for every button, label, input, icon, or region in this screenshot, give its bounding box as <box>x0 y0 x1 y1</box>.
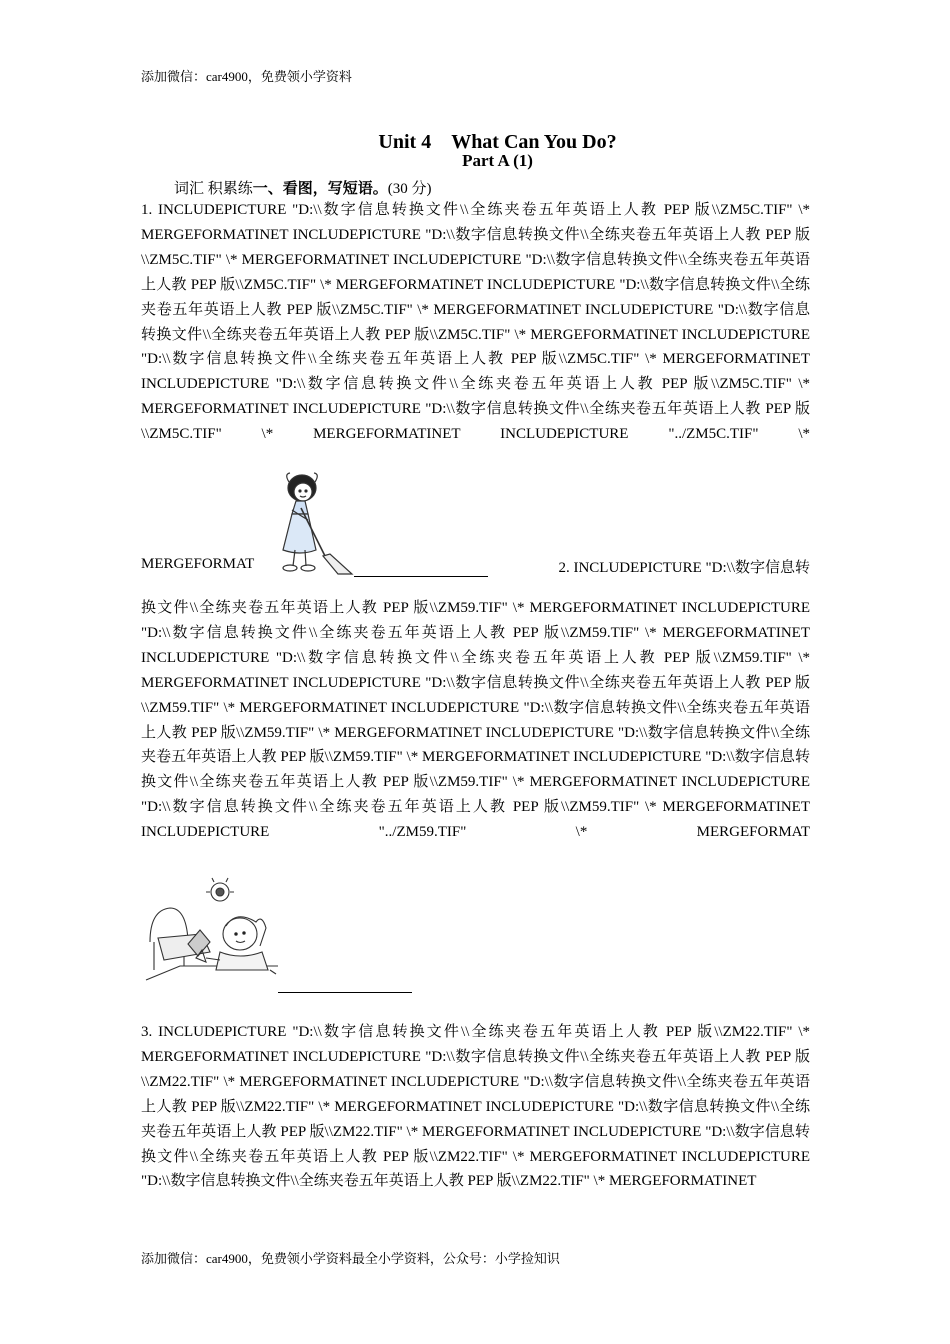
instruction-prefix: 词汇 积累练 <box>174 181 253 197</box>
page-subtitle: Part A (1) <box>462 151 533 170</box>
question-3-text: 3. INCLUDEPICTURE "D:\\数字信息转换文件\\全练夹卷五年英语上人教 PEP 版\\ZM22.TIF" \* MERGEFORMATINET INCLUDEPICTURE "D:\\数字信息转换文件\\全练夹卷五年英语上人教 PEP 版\\ZM22.TIF" \* MERGEFORMATINET INCLUDEPICTURE "D:\\数字信息转换文件\\全练夹卷五年英语上人教 PEP 版\\ZM22.TIF" \* MERGEFORMATINET INCLUDEPICTURE "D:\\数字信息转换文件\\全练夹卷五年英语上人教 PEP 版\\ZM22.TIF" \* MERGEFORMATINET INCLUDEPICTURE "D:\\数字信息转换文件\\全练夹卷五年英语上人教 PEP 版\\ZM22.TIF" \* MERGEFORMATINET INCLUDEPICTURE "D:\\数字信息转换文件\\全练夹卷五年英语上人教 PEP 版\\ZM22.TIF" \* MERGEFORMATINET <box>141 1024 810 1190</box>
page-header: 添加微信：car4900，免费领小学资料 <box>141 69 352 84</box>
page-title: Unit 4 What Can You Do? <box>378 131 617 153</box>
question-2-text: 换文件\\全练夹卷五年英语上人教 PEP 版\\ZM59.TIF" \* MERGEFORMATINET INCLUDEPICTURE "D:\\数字信息转换文件\\全练夹卷五年英语上人教 PEP 版\\ZM59.TIF" \* MERGEFORMATINET INCLUDEPICTURE "D:\\数字信息转换文件\\全练夹卷五年英语上人教 PEP 版\\ZM59.TIF" \* MERGEFORMATINET INCLUDEPICTURE "D:\\数字信息转换文件\\全练夹卷五年英语上人教 PEP 版\\ZM59.TIF" \* MERGEFORMATINET INCLUDEPICTURE "D:\\数字信息转换文件\\全练夹卷五年英语上人教 PEP 版\\ZM59.TIF" \* MERGEFORMATINET INCLUDEPICTURE "D:\\数字信息转换文件\\全练夹卷五年英语上人教 PEP 版\\ZM59.TIF" \* MERGEFORMATINET INCLUDEPICTURE "D:\\数字信息转换文件\\全练夹卷五年英语上人教 PEP 版\\ZM59.TIF" \* MERGEFORMATINET INCLUDEPICTURE "D:\\数字信息转换文件\\全练夹卷五年英语上人教 PEP 版\\ZM59.TIF" \* MERGEFORMATINET INCLUDEPICTURE "../ZM59.TIF" \* MERGEFORMAT <box>141 600 810 841</box>
question-1-tail: MERGEFORMAT <box>141 556 255 572</box>
instruction-main: 一、看图，写短语。 <box>252 181 388 197</box>
answer-blank-2[interactable] <box>278 992 412 993</box>
question-1-text: 1. INCLUDEPICTURE "D:\\数字信息转换文件\\全练夹卷五年英语上人教 PEP 版\\ZM5C.TIF" \* MERGEFORMATINET INCLUDEPICTURE "D:\\数字信息转换文件\\全练夹卷五年英语上人教 PEP 版\\ZM5C.TIF" \* MERGEFORMATINET INCLUDEPICTURE "D:\\数字信息转换文件\\全练夹卷五年英语上人教 PEP 版\\ZM5C.TIF" \* MERGEFORMATINET INCLUDEPICTURE "D:\\数字信息转换文件\\全练夹卷五年英语上人教 PEP 版\\ZM5C.TIF" \* MERGEFORMATINET INCLUDEPICTURE "D:\\数字信息转换文件\\全练夹卷五年英语上人教 PEP 版\\ZM5C.TIF" \* MERGEFORMATINET INCLUDEPICTURE "D:\\数字信息转换文件\\全练夹卷五年英语上人教 PEP 版\\ZM5C.TIF" \* MERGEFORMATINET INCLUDEPICTURE "D:\\数字信息转换文件\\全练夹卷五年英语上人教 PEP 版\\ZM5C.TIF" \* MERGEFORMATINET INCLUDEPICTURE "D:\\数字信息转换文件\\全练夹卷五年英语上人教 PEP 版\\ZM5C.TIF" \* MERGEFORMATINET INCLUDEPICTURE "../ZM5C.TIF" \* <box>141 202 810 443</box>
instruction-score: (30 分) <box>387 181 432 197</box>
girl-sweeping-image <box>268 470 356 578</box>
girl-making-bed-image <box>140 870 278 992</box>
answer-blank-1[interactable] <box>354 576 488 577</box>
question-2-start: 2. INCLUDEPICTURE "D:\\数字信息转 <box>558 560 810 576</box>
page-footer: 添加微信：car4900，免费领小学资料最全小学资料，公众号：小学捡知识 <box>141 1251 560 1266</box>
section-instruction <box>174 177 432 198</box>
question-1-answer-row <box>141 556 810 580</box>
